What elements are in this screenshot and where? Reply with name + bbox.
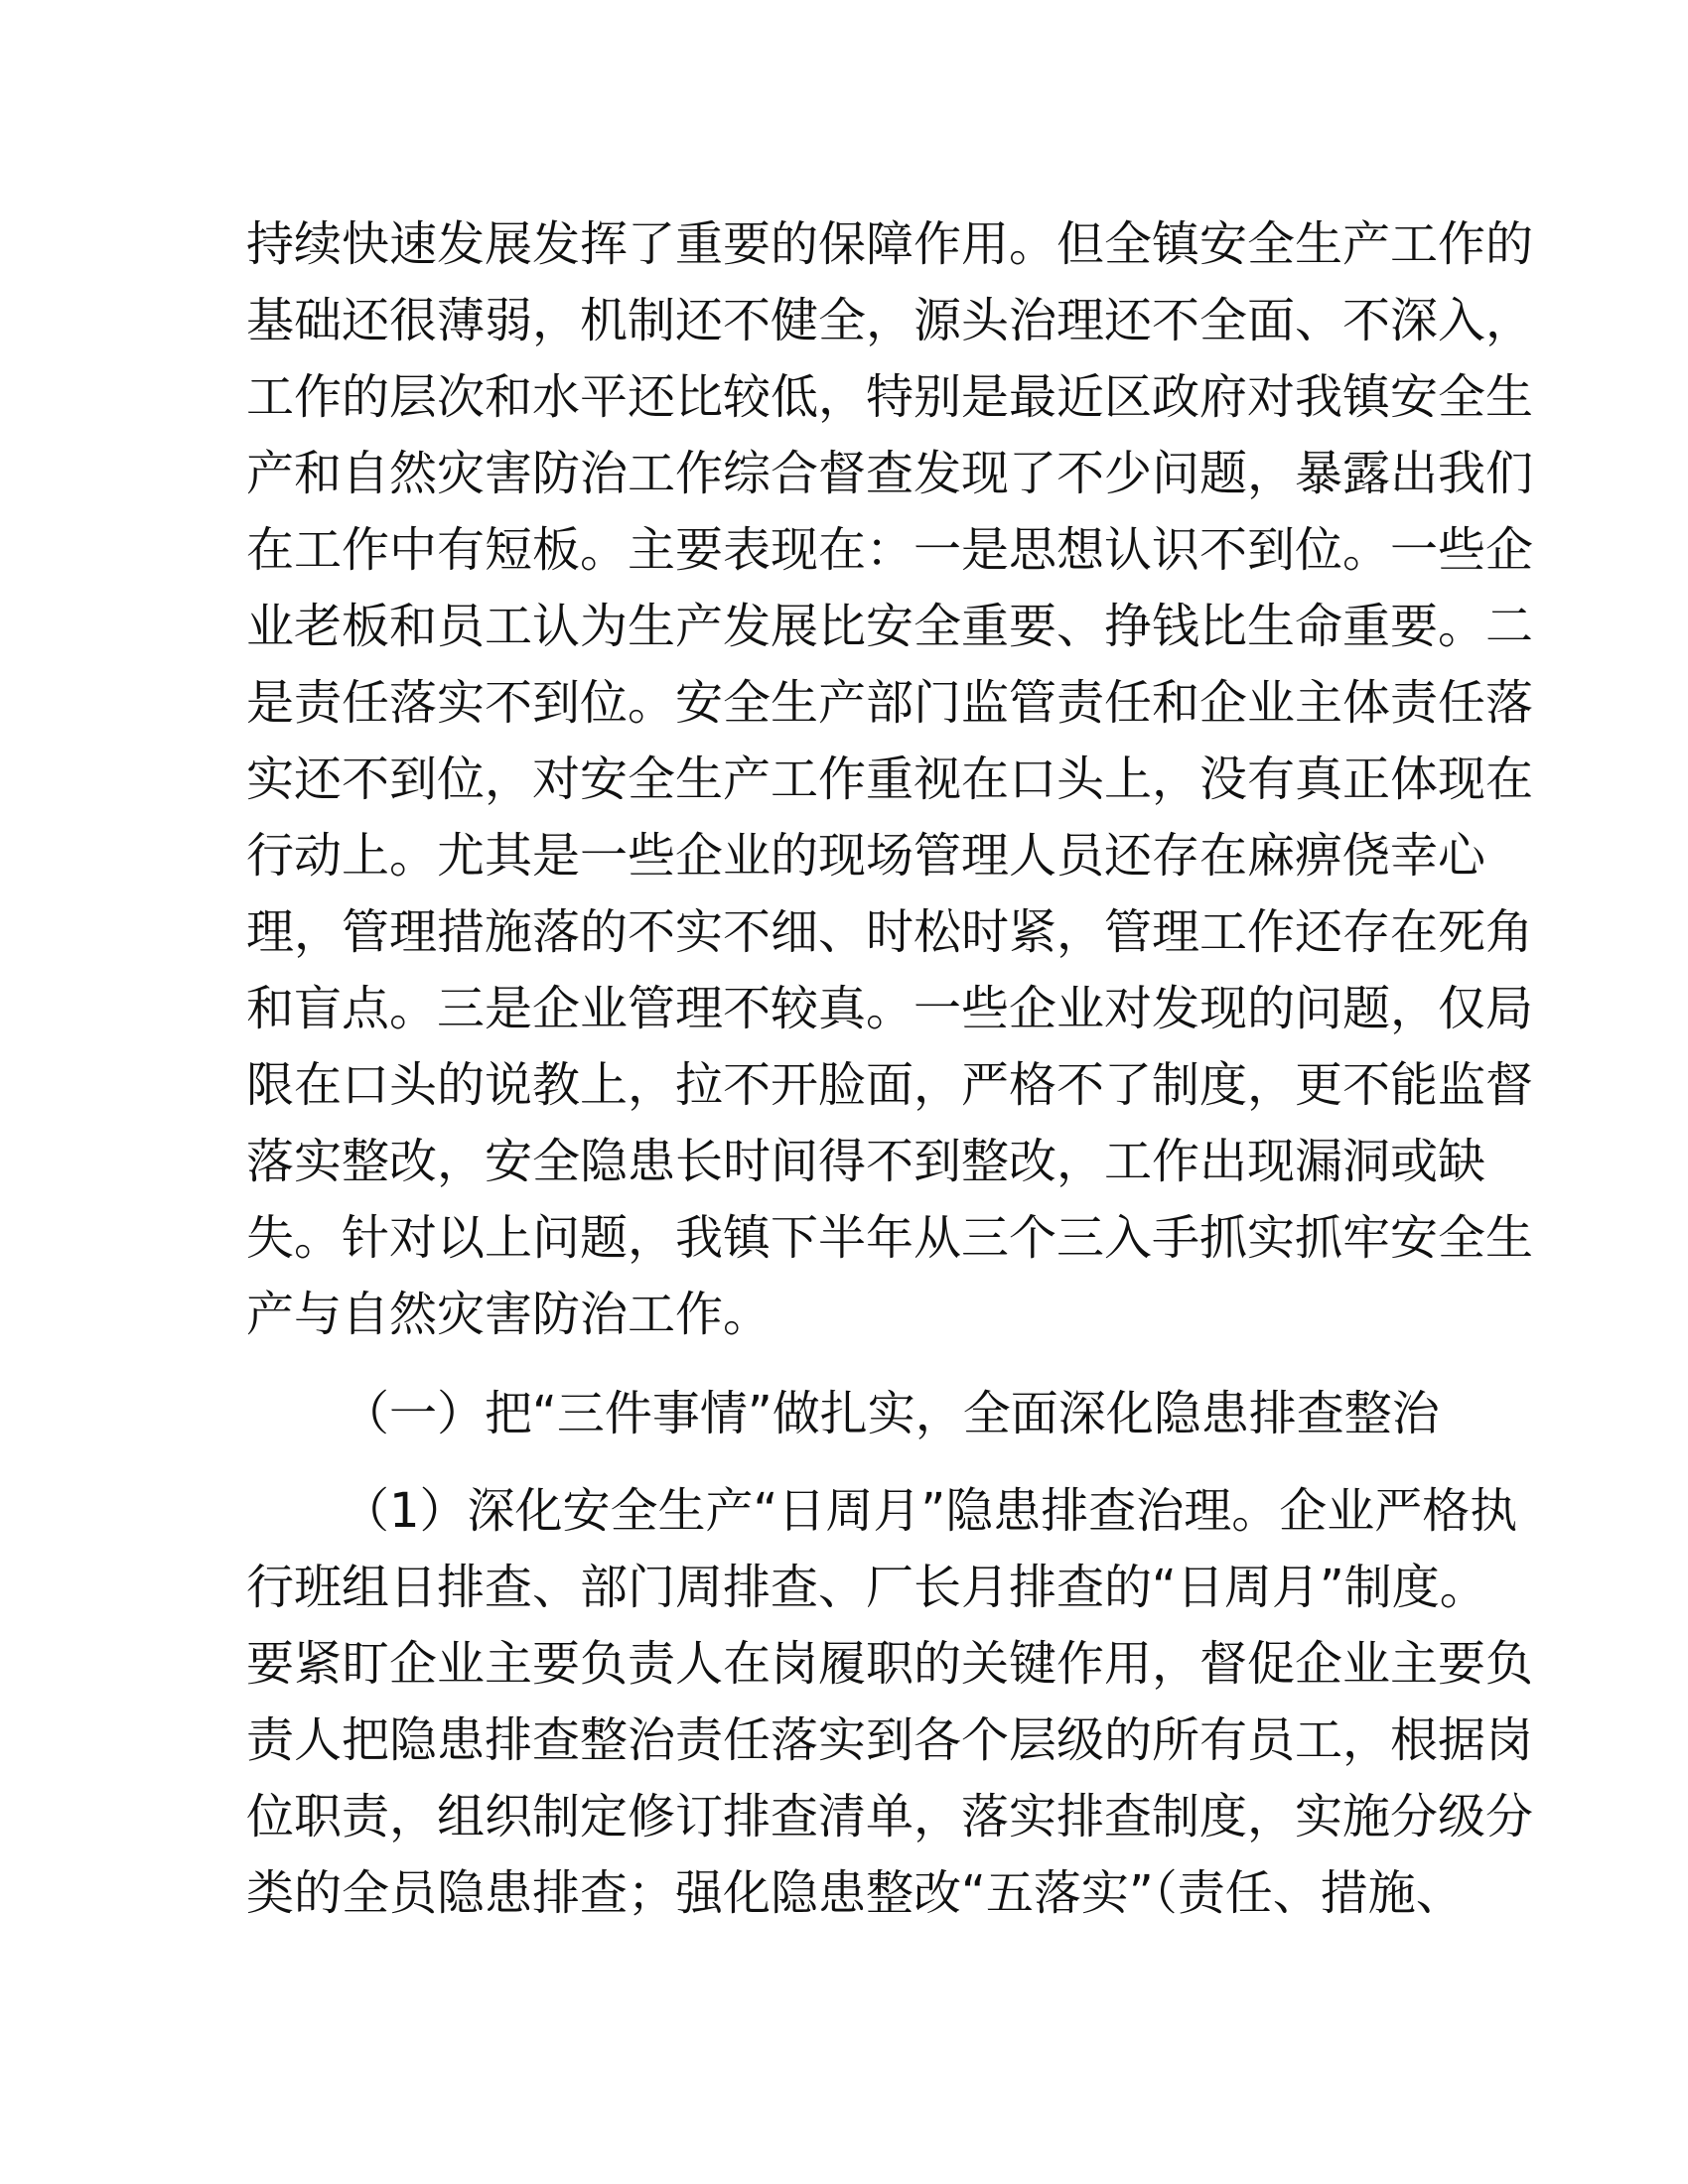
text-line: 失。针对以上问题，我镇下半年从三个三入手抓实抓牢安全生 — [246, 1210, 1534, 1266]
text-line: 责人把隐患排查整治责任落实到各个层级的所有员工，根据岗 — [246, 1712, 1534, 1768]
text-line: 实还不到位，对安全生产工作重视在口头上，没有真正体现在 — [246, 751, 1534, 807]
text-line: 持续快速发展发挥了重要的保障作用。但全镇安全生产工作的 — [246, 216, 1534, 272]
section-heading — [246, 1376, 1438, 1452]
text-line: 要紧盯企业主要负责人在岗履职的关键作用，督促企业主要负 — [246, 1636, 1534, 1692]
text-line: 业老板和员工认为生产发展比安全重要、挣钱比生命重要。二 — [246, 599, 1534, 654]
text-line: 在工作中有短板。主要表现在：一是思想认识不到位。一些企 — [246, 522, 1534, 578]
text-line: 行动上。尤其是一些企业的现场管理人员还存在麻痹侥幸心 — [246, 828, 1486, 884]
text-line: 是责任落实不到位。安全生产部门监管责任和企业主体责任落 — [246, 675, 1534, 731]
text-line: 产与自然灾害防治工作。 — [246, 1287, 772, 1342]
text-line: 基础还很薄弱，机制还不健全，源头治理还不全面、不深入， — [246, 293, 1534, 348]
text-line: 类的全员隐患排查；强化隐患整改“五落实”（责任、措施、 — [246, 1865, 1464, 1921]
paragraph-inspection — [246, 1473, 1534, 1932]
text-line: 行班组日排查、部门周排查、厂长月排查的“日周月”制度。 — [246, 1560, 1487, 1615]
text-line: 落实整改，安全隐患长时间得不到整改，工作出现漏洞或缺 — [246, 1134, 1486, 1189]
text-line: 工作的层次和水平还比较低，特别是最近区政府对我镇安全生 — [246, 369, 1534, 425]
text-line: 位职责，组织制定修订排查清单，落实排查制度，实施分级分 — [246, 1789, 1534, 1844]
paragraph-problems — [246, 206, 1534, 1353]
text-line: 理，管理措施落的不实不细、时松时紧，管理工作还存在死角 — [246, 904, 1534, 960]
text-line: 限在口头的说教上，拉不开脸面，严格不了制度，更不能监督 — [246, 1057, 1534, 1113]
text-line: 和盲点。三是企业管理不较真。一些企业对发现的问题，仅局 — [246, 981, 1534, 1036]
section-heading-text: （一）把“三件事情”做扎实，全面深化隐患排查整治 — [342, 1386, 1440, 1441]
text-line: （1）深化安全生产“日周月”隐患排查治理。企业严格执 — [342, 1483, 1518, 1539]
text-line: 产和自然灾害防治工作综合督查发现了不少问题，暴露出我们 — [246, 446, 1534, 501]
